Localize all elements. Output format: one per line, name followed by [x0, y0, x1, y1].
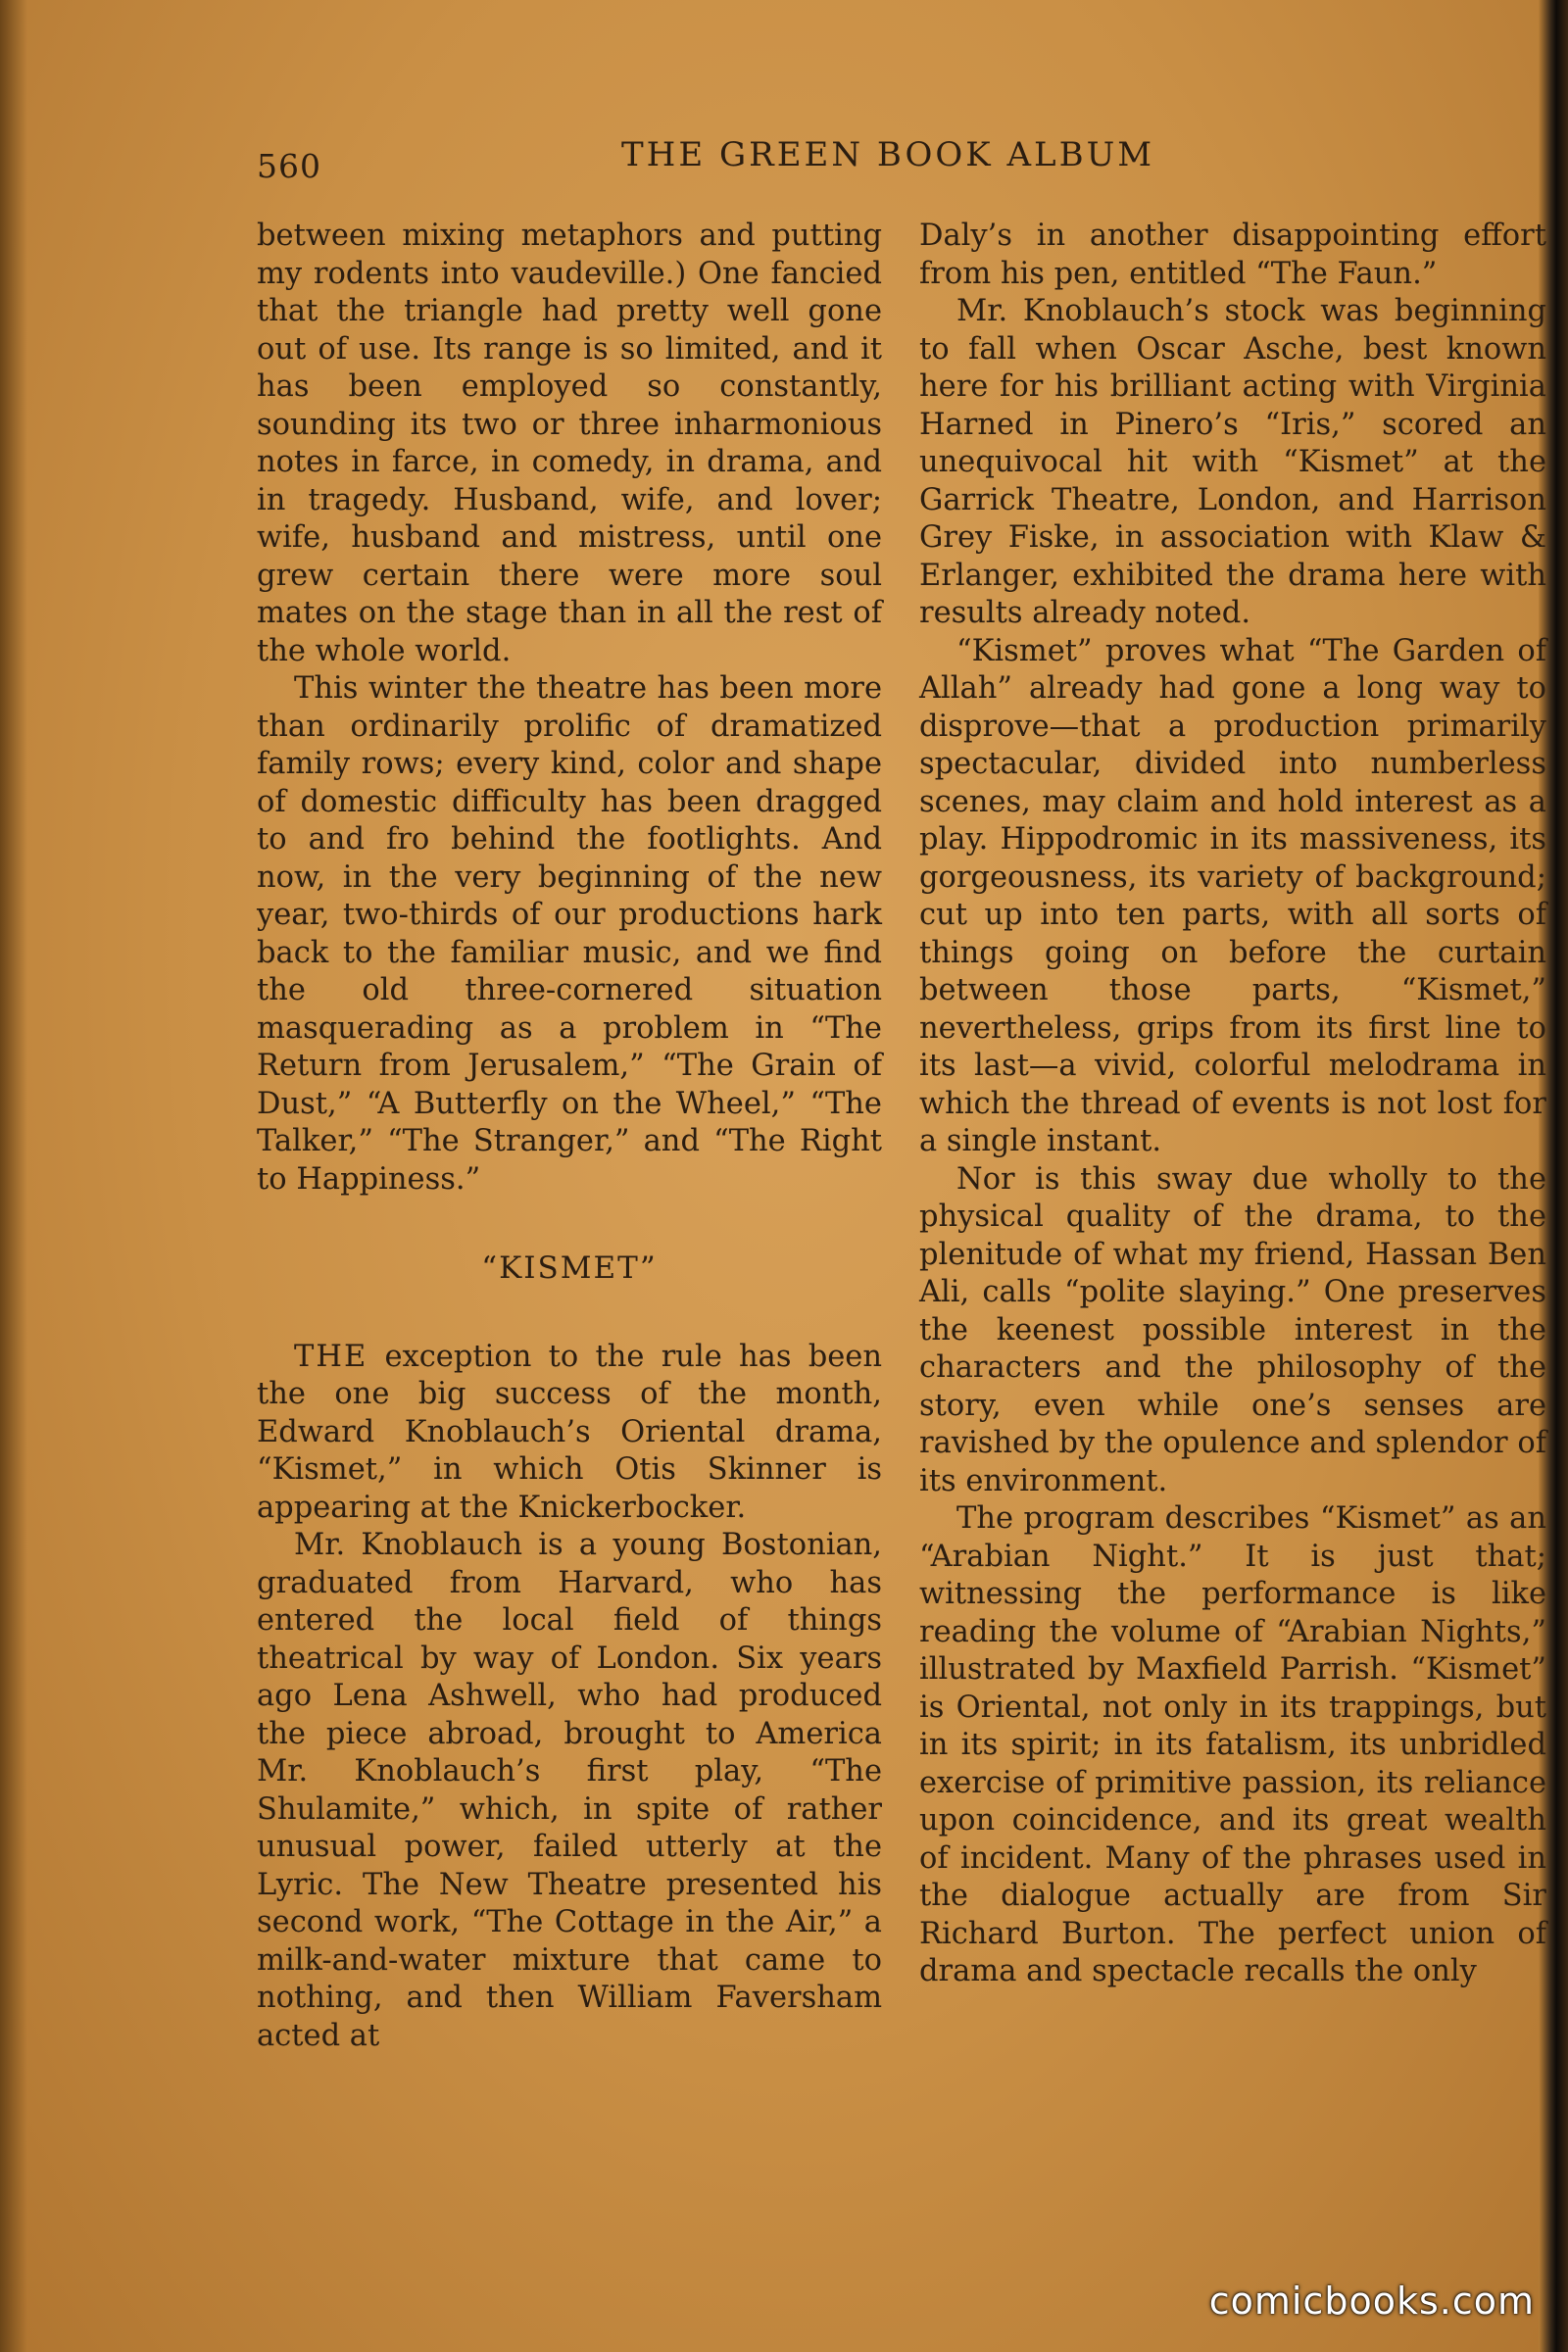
- paragraph: This winter the theatre has been more than ordinarily prolific of dramatized family rows; every kind, color and shape of domestic difficulty has been dragged to and fro behind the footlights. And now, in the very beginning of the new year, two-thirds of our productions hark back to the familiar music, and we find the old three-cornered situation masquerading as a problem in “The Return from Jerusalem,” “The Grain of Dust,” “A Butterfly on the Wheel,” “The Talker,” “The Stranger,” and “The Right to Happiness.”: [257, 671, 882, 1197]
- paragraph: “Kismet” proves what “The Garden of Allah” already had gone a long way to disprove—that a production primarily spectacular, divided into numberless scenes, may claim and hold interest as a play. Hippodromic in its massiveness, its gorgeousness, its variety of background; cut up into ten parts, with all sorts of things going on before the curtain between those parts, “Kismet,” nevertheless, grips from its first line to its last—a vivid, colorful melodrama in which the thread of events is not lost for a single instant.: [919, 633, 1546, 1158]
- paragraph-text: exception to the rule has been the one big success of the month, Edward Knoblauch’s Oriental drama, “Kismet,” in which Otis Skinner is appearing at the Knickerbocker.: [257, 1339, 882, 1525]
- page-shadow: [0, 0, 27, 2352]
- paragraph: Mr. Knoblauch is a young Bostonian, graduated from Harvard, who has entered the local field of things theatrical by way of London. Six years ago Lena Ashwell, who had produced the piece abroad, brought to America Mr. Knoblauch’s first play, “The Shulamite,” which, in spite of rather unusual power, failed utterly at the Lyric. The New Theatre presented his second work, “The Cottage in the Air,” a milk-and-water mixture that came to nothing, and then William Faversham acted at: [257, 1528, 882, 2053]
- running-title: THE GREEN BOOK ALBUM: [621, 135, 1155, 174]
- page-header: [257, 135, 1237, 194]
- paragraph: [257, 1339, 882, 1528]
- page-number: 560: [257, 147, 321, 185]
- left-column: [257, 218, 882, 2055]
- section-heading: “KISMET”: [481, 1250, 658, 1286]
- lead-word: THE: [294, 1339, 368, 1374]
- paragraph: between mixing metaphors and putting my rodents into vaudeville.) One fancied that the triangle had pretty well gone out of use. Its range is so limited, and it has been employed so constantly, sounding its two or three inharmonious notes in farce, in comedy, in drama, and in tragedy. Husband, wife, and lover; wife, husband and mistress, until one grew certain there were more soul mates on the stage than in all the rest of the whole world.: [257, 219, 882, 668]
- right-column: [919, 218, 1546, 1991]
- paragraph: Mr. Knoblauch’s stock was beginning to fall when Oscar Asche, best known here for his brilliant acting with Virginia Harned in Pinero’s “Iris,” scored an unequivocal hit with “Kismet” at the Garrick Theatre, London, and Harrison Grey Fiske, in association with Klaw & Erlanger, exhibited the drama here with results already noted.: [919, 294, 1546, 630]
- paragraph: Nor is this sway due wholly to the physical quality of the drama, to the plenitude of what my friend, Hassan Ben Ali, calls “polite slaying.” One preserves the keenest possible interest in the characters and the philosophy of the story, even while one’s senses are ravished by the opulence and splendor of its environment.: [919, 1161, 1546, 1498]
- watermark: comicbooks.com: [1208, 2279, 1535, 2323]
- paragraph: The program describes “Kismet” as an “Arabian Night.” It is just that; witnessing the performance is like reading the volume of “Arabian Nights,” illustrated by Maxfield Parrish. “Kismet” is Oriental, not only in its trappings, but in its spirit; in its fatalism, its unbridled exercise of primitive passion, its reliance upon coincidence, and its great wealth of incident. Many of the phrases used in the dialogue actually are from Sir Richard Burton. The perfect union of drama and spectacle recalls the only: [919, 1501, 1546, 1988]
- paragraph: Daly’s in another disappointing effort from his pen, entitled “The Faun.”: [919, 219, 1546, 291]
